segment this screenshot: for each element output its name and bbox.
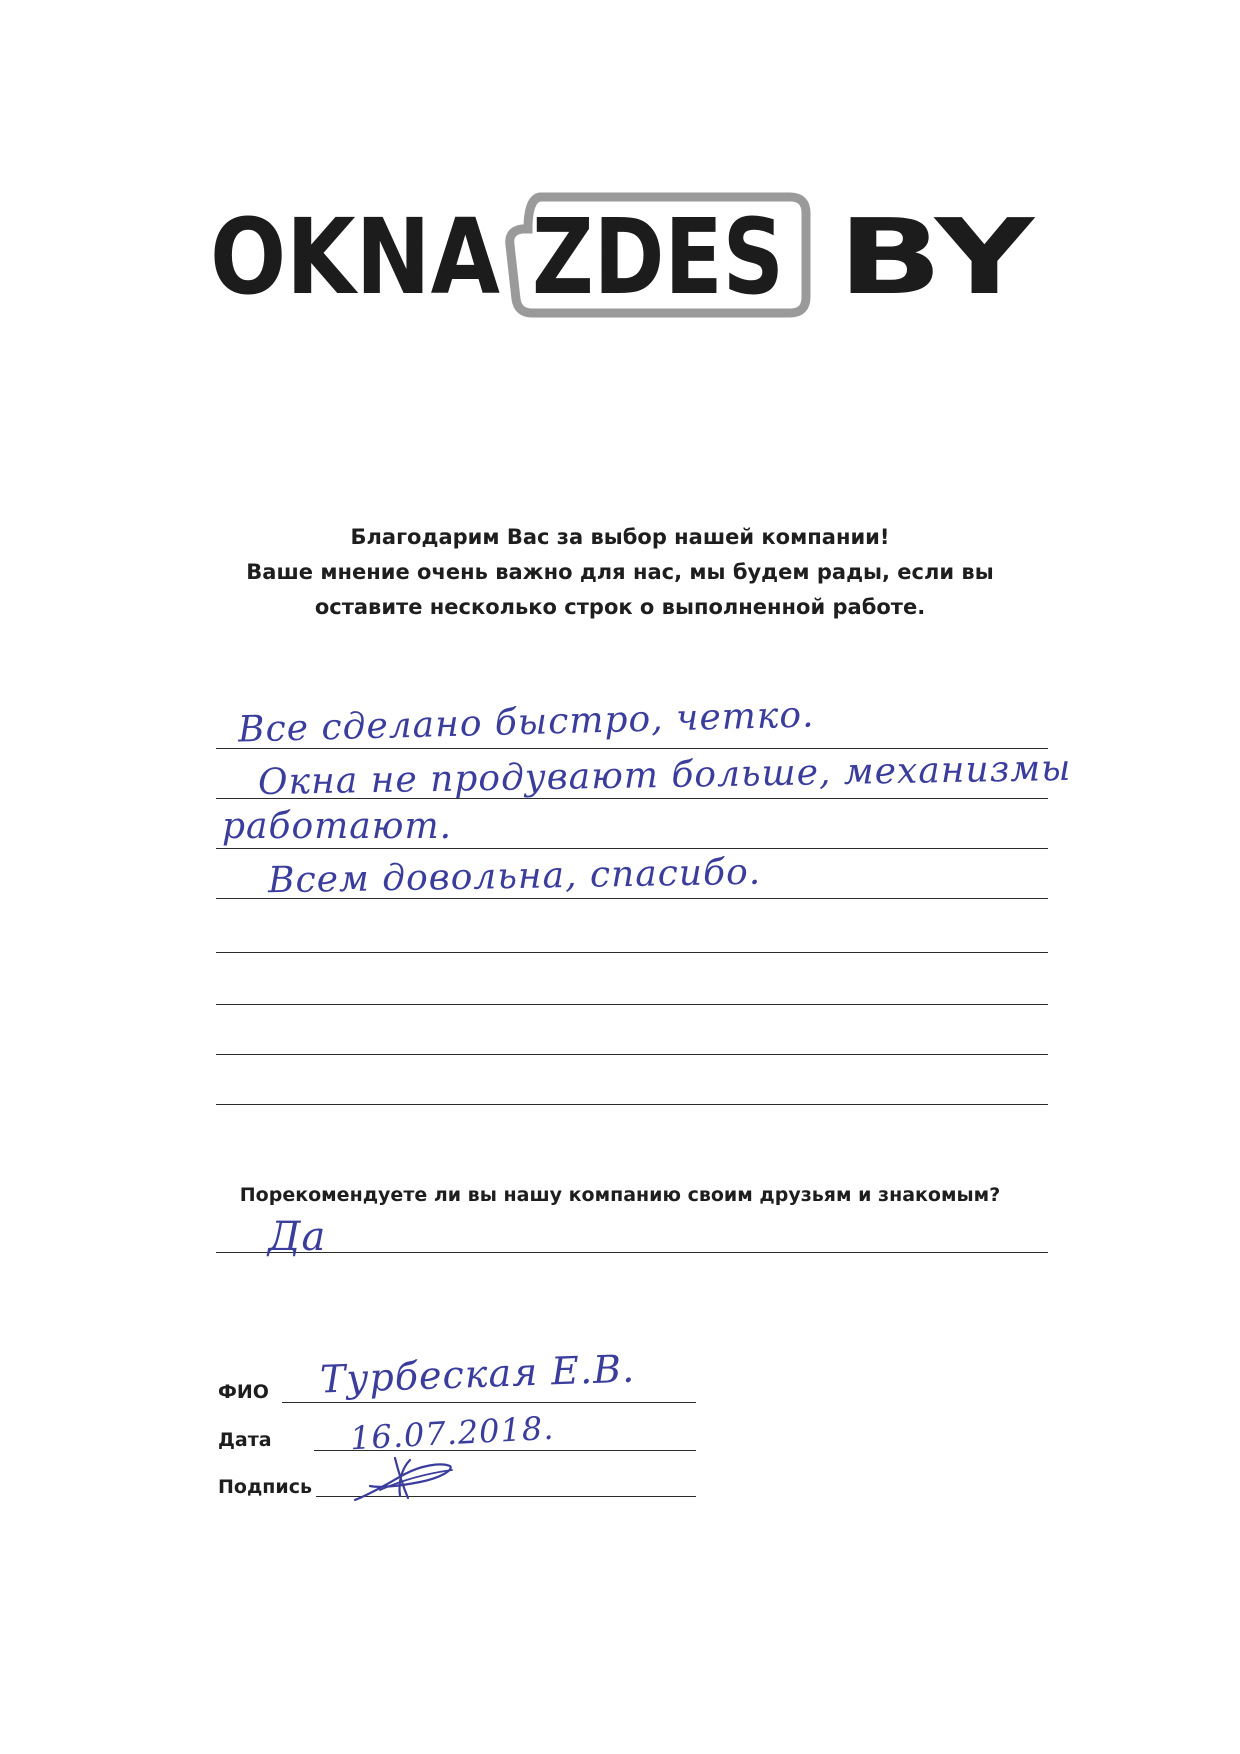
logo-part-okna: OKNA — [210, 196, 500, 318]
review-text-line: Окна не продувают больше, механизмы — [257, 747, 1072, 804]
date-value: 16.07.2018. — [349, 1408, 556, 1458]
intro-line-3: оставите несколько строк о выполненной работе. — [314, 595, 926, 619]
name-value: Турбеская Е.В. — [319, 1346, 636, 1402]
name-rule — [282, 1402, 696, 1403]
signature-mark — [350, 1452, 460, 1507]
company-logo — [210, 185, 1050, 335]
logo-part-zdes: ZDES — [532, 196, 784, 318]
review-rule — [216, 848, 1048, 849]
date-label: Дата — [218, 1429, 272, 1451]
review-rule — [216, 1054, 1048, 1055]
review-text-line: Всем довольна, спасибо. — [267, 851, 762, 902]
recommend-answer-rule — [216, 1252, 1048, 1253]
logo-part-by: BY — [838, 196, 1037, 318]
recommend-question: Порекомендуете ли вы нашу компанию своим друзьям и знакомым? — [239, 1184, 1001, 1206]
review-text-line: Все сделано быстро, четко. — [237, 694, 815, 751]
signature-label: Подпись — [218, 1476, 313, 1498]
name-label: ФИО — [218, 1381, 269, 1403]
recommend-answer: Да — [268, 1214, 327, 1260]
review-rule — [216, 952, 1048, 953]
intro-text — [0, 520, 1240, 625]
review-text-line: работают. — [222, 806, 453, 847]
review-rule — [216, 1004, 1048, 1005]
intro-line-2: Ваше мнение очень важно для нас, мы будем рады, если вы — [246, 560, 994, 584]
review-rule — [216, 748, 1048, 749]
intro-line-1: Благодарим Вас за выбор нашей компании! — [350, 525, 890, 549]
review-rule — [216, 1104, 1048, 1105]
